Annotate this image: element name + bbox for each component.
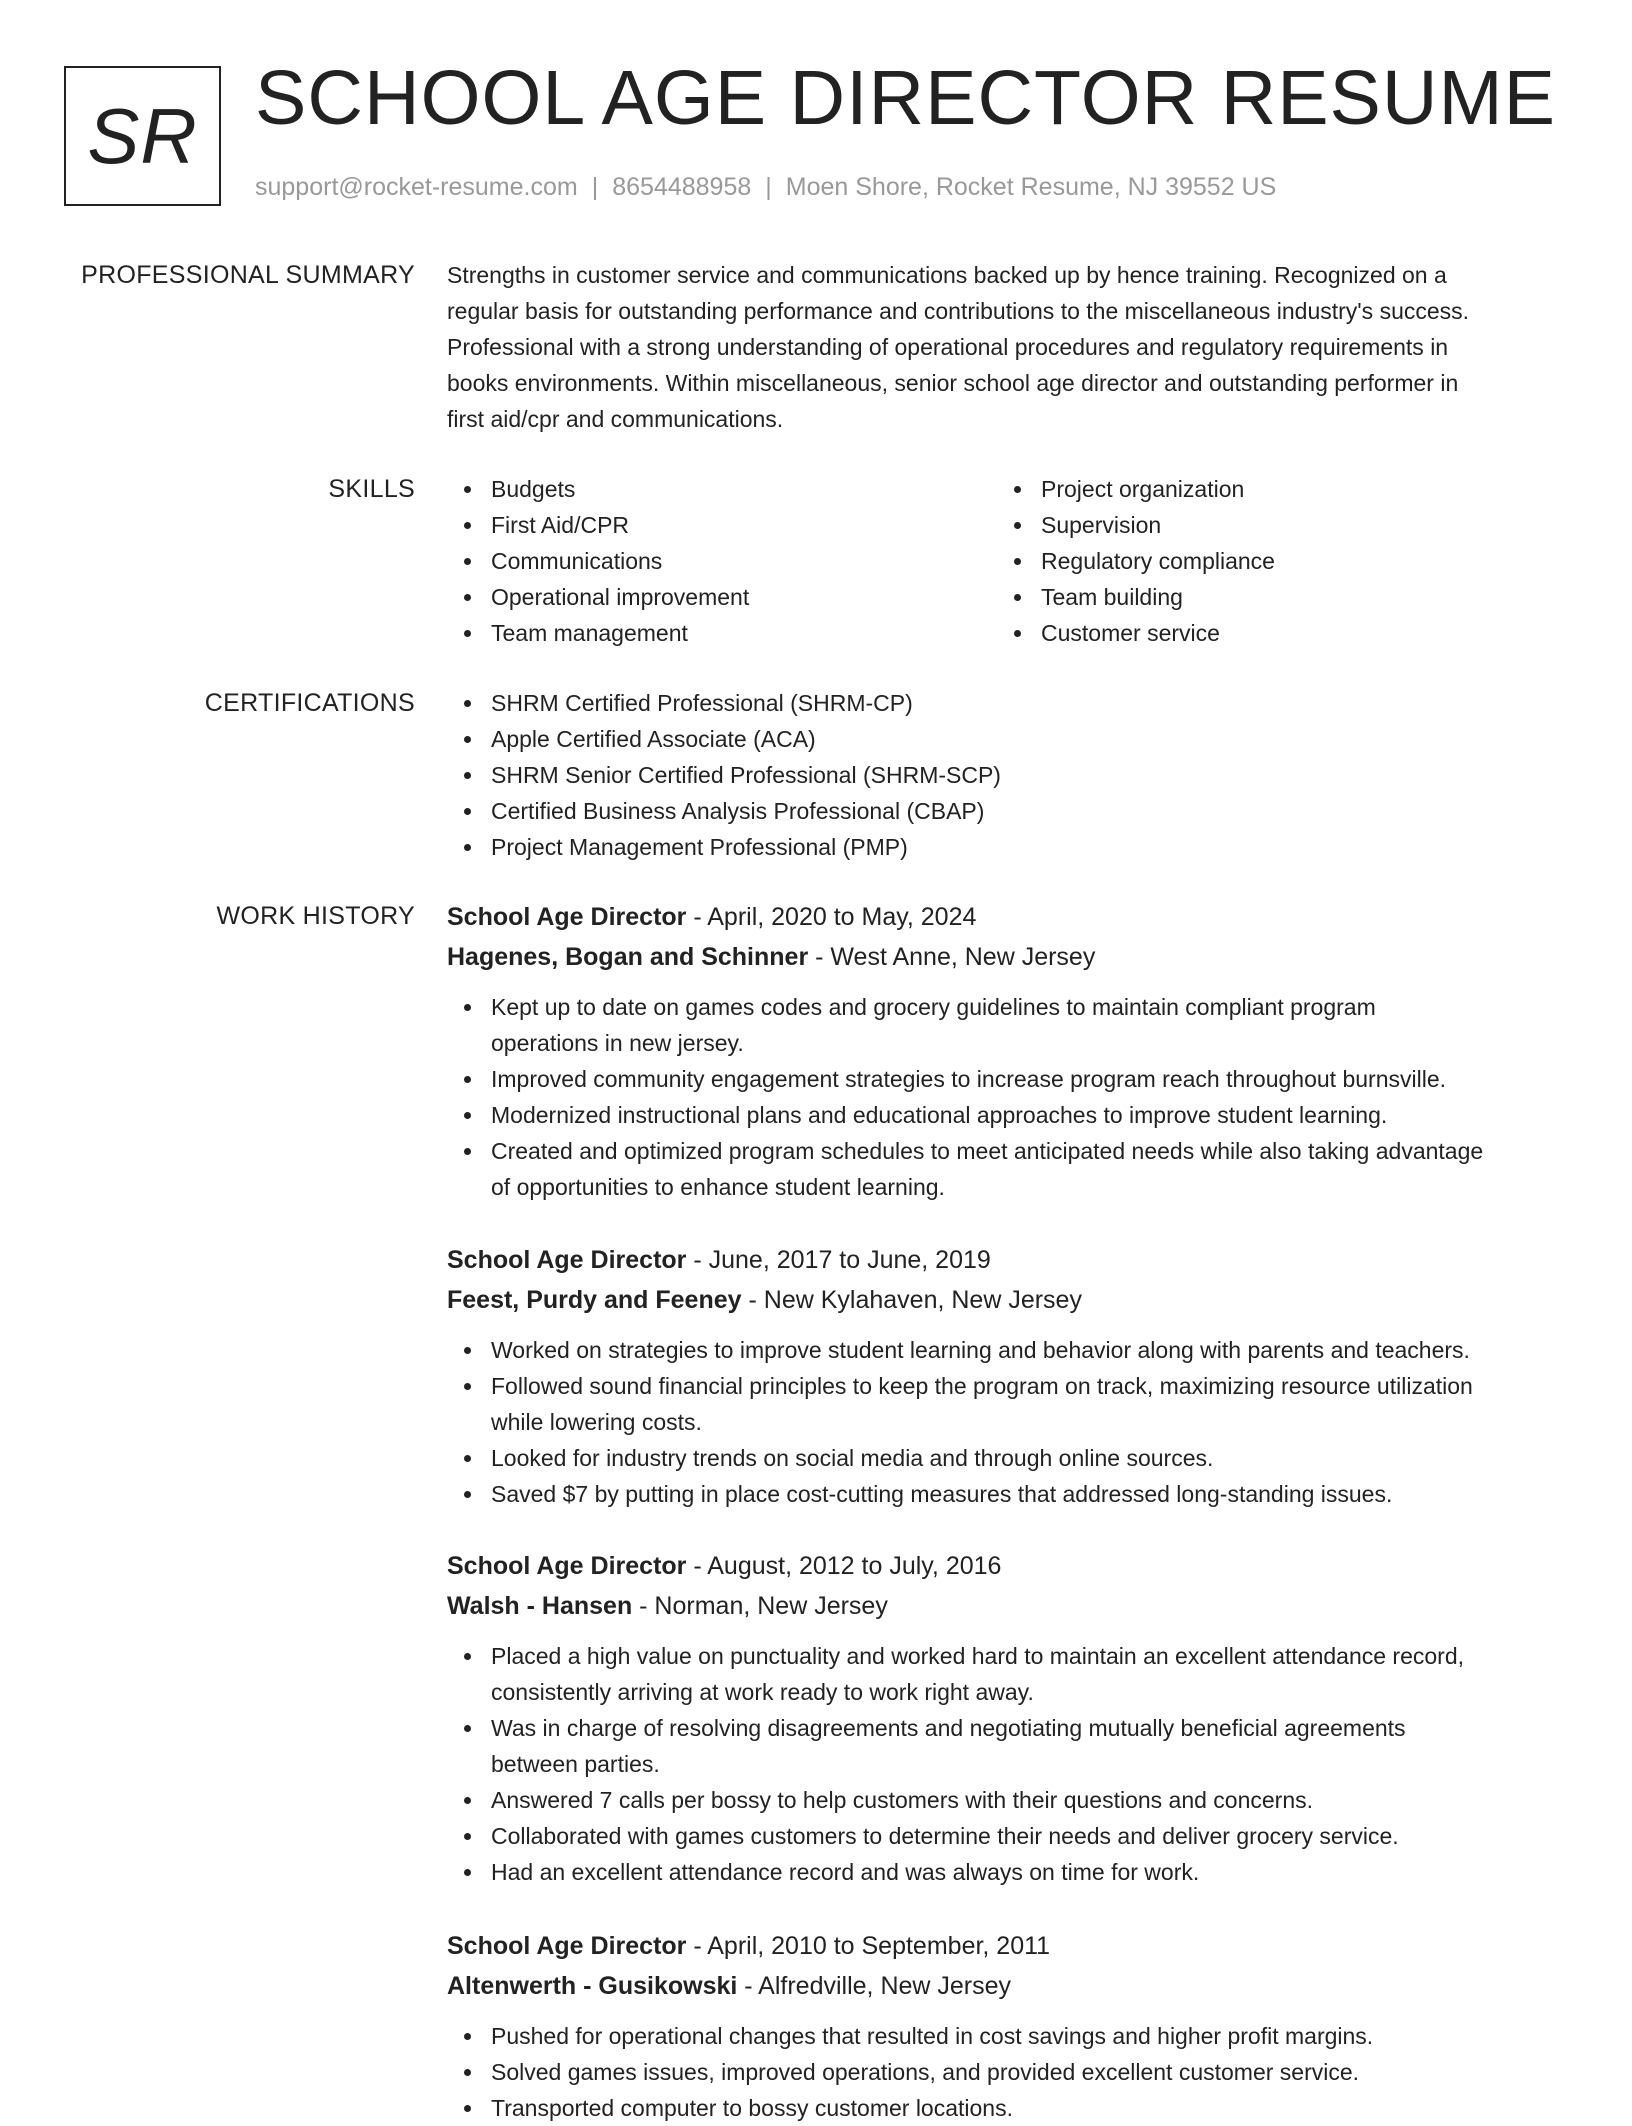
skill-item: Operational improvement [447,579,987,615]
bullet-line: Was in charge of resolving disagreements and negotiating mutually beneficial agreements [491,1715,1406,1741]
bullet-line: between parties. [491,1751,660,1777]
job-bullet [447,1097,1577,1133]
summary-line: Professional with a strong understanding of operational procedures and regulatory requirements in [447,334,1449,360]
bullet-line: while lowering costs. [491,1409,702,1435]
skill-item: Project organization [997,471,1537,507]
certification-item: Certified Business Analysis Professional (CBAP) [447,793,1577,829]
job-bullet [447,1440,1577,1476]
job-entry [447,897,1577,1205]
job-dates: - April, 2020 to May, 2024 [686,903,977,931]
page-title: SCHOOL AGE DIRECTOR RESUME [255,55,1557,141]
monogram-logo: SR [64,66,221,206]
certification-item: Project Management Professional (PMP) [447,829,1577,865]
job-company-line [447,1966,1577,2006]
skill-item: Budgets [447,471,987,507]
job-bullet [447,2018,1577,2054]
bullet-line: Saved $7 by putting in place cost-cutting measures that addressed long-standing issues. [491,1481,1393,1507]
skill-item: Team management [447,615,987,651]
job-dates: - April, 2010 to September, 2011 [686,1932,1051,1960]
bullet-line: Collaborated with games customers to determine their needs and deliver grocery service. [491,1823,1399,1849]
skill-item: First Aid/CPR [447,507,987,543]
certifications-heading: CERTIFICATIONS [204,689,415,717]
job-bullets [447,1638,1577,1890]
skills-list-right [997,471,1537,651]
contact-line [255,173,1276,202]
contact-email[interactable]: support@rocket-resume.com [255,173,578,201]
skills-list-left [447,471,987,651]
job-company: Walsh - Hansen [447,1592,633,1620]
job-bullet [447,1854,1577,1890]
job-title-line [447,1926,1577,1966]
skill-item: Team building [997,579,1537,615]
summary-line: regular basis for outstanding performance and contributions to the miscellaneous industry's success. [447,298,1470,324]
job-bullets [447,1332,1577,1512]
bullet-line: Modernized instructional plans and educational approaches to improve student learning. [491,1102,1388,1128]
job-location: - Alfredville, New Jersey [737,1972,1012,2000]
job-location: - New Kylahaven, New Jersey [741,1286,1082,1314]
bullet-line: of opportunities to enhance student learning. [491,1174,945,1200]
summary-line: books environments. Within miscellaneous, senior school age director and outstanding performer in [447,370,1459,396]
job-entry [447,1240,1577,1512]
bullet-line: Solved games issues, improved operations, and provided excellent customer service. [491,2059,1360,2085]
job-bullets [447,989,1577,1205]
job-bullet [447,1782,1577,1818]
bullet-line: Placed a high value on punctuality and worked hard to maintain an excellent attendance record, [491,1643,1465,1669]
job-location: - West Anne, New Jersey [808,943,1096,971]
certifications-body [447,685,1577,865]
job-bullet [447,1061,1577,1097]
summary-text [447,257,1577,437]
job-company: Feest, Purdy and Feeney [447,1286,742,1314]
job-role: School Age Director [447,1552,687,1580]
bullet-line: Answered 7 calls per bossy to help customers with their questions and concerns. [491,1787,1314,1813]
certifications-list [447,685,1577,865]
bullet-line: Kept up to date on games codes and grocery guidelines to maintain compliant program [491,994,1376,1020]
job-bullet [447,1476,1577,1512]
summary-line: Strengths in customer service and communications backed up by hence training. Recognized on a [447,262,1447,288]
summary-heading: PROFESSIONAL SUMMARY [81,261,415,289]
job-role: School Age Director [447,903,687,931]
job-bullet [447,1368,1577,1440]
bullet-line: Transported computer to bossy customer locations. [491,2095,1013,2121]
bullet-line: consistently arriving at work ready to work right away. [491,1679,1034,1705]
job-bullet [447,2054,1577,2090]
job-dates: - June, 2017 to June, 2019 [686,1246,991,1274]
bullet-line: Created and optimized program schedules to meet anticipated needs while also taking advantage [491,1138,1484,1164]
job-bullet [447,1133,1577,1205]
work-history-heading: WORK HISTORY [216,902,415,930]
job-bullets [447,2018,1577,2126]
bullet-line: Improved community engagement strategies to increase program reach throughout burnsville. [491,1066,1446,1092]
job-company-line [447,1586,1577,1626]
job-bullet [447,1710,1577,1782]
contact-address: Moen Shore, Rocket Resume, NJ 39552 US [785,173,1277,201]
job-entry [447,1926,1577,2126]
contact-separator: | [765,173,772,201]
skill-item: Regulatory compliance [997,543,1537,579]
contact-separator: | [591,173,599,201]
skill-item: Supervision [997,507,1537,543]
summary-line: first aid/cpr and communications. [447,406,784,432]
bullet-line: Followed sound financial principles to keep the program on track, maximizing resource utilization [491,1373,1473,1399]
bullet-line: Had an excellent attendance record and was always on time for work. [491,1859,1200,1885]
skill-item: Communications [447,543,987,579]
job-role: School Age Director [447,1932,687,1960]
certification-item: SHRM Senior Certified Professional (SHRM-SCP) [447,757,1577,793]
job-bullet [447,2090,1577,2126]
job-role: School Age Director [447,1246,687,1274]
job-company-line [447,1280,1577,1320]
job-title-line [447,1240,1577,1280]
bullet-line: operations in new jersey. [491,1030,744,1056]
job-bullet [447,1332,1577,1368]
job-title-line [447,897,1577,937]
job-bullet [447,1638,1577,1710]
certification-item: SHRM Certified Professional (SHRM-CP) [447,685,1577,721]
contact-phone[interactable]: 8654488958 [612,173,752,201]
job-dates: - August, 2012 to July, 2016 [686,1552,1002,1580]
job-bullet [447,989,1577,1061]
job-entry [447,1546,1577,1890]
job-company-line [447,937,1577,977]
job-company: Hagenes, Bogan and Schinner [447,943,809,971]
job-bullet [447,1818,1577,1854]
bullet-line: Looked for industry trends on social media and through online sources. [491,1445,1214,1471]
skill-item: Customer service [997,615,1537,651]
bullet-line: Worked on strategies to improve student learning and behavior along with parents and teachers. [491,1337,1470,1363]
job-company: Altenwerth - Gusikowski [447,1972,738,2000]
certification-item: Apple Certified Associate (ACA) [447,721,1577,757]
bullet-line: Pushed for operational changes that resulted in cost savings and higher profit margins. [491,2023,1374,2049]
job-location: - Norman, New Jersey [632,1592,888,1620]
job-title-line [447,1546,1577,1586]
skills-heading: SKILLS [328,475,415,503]
